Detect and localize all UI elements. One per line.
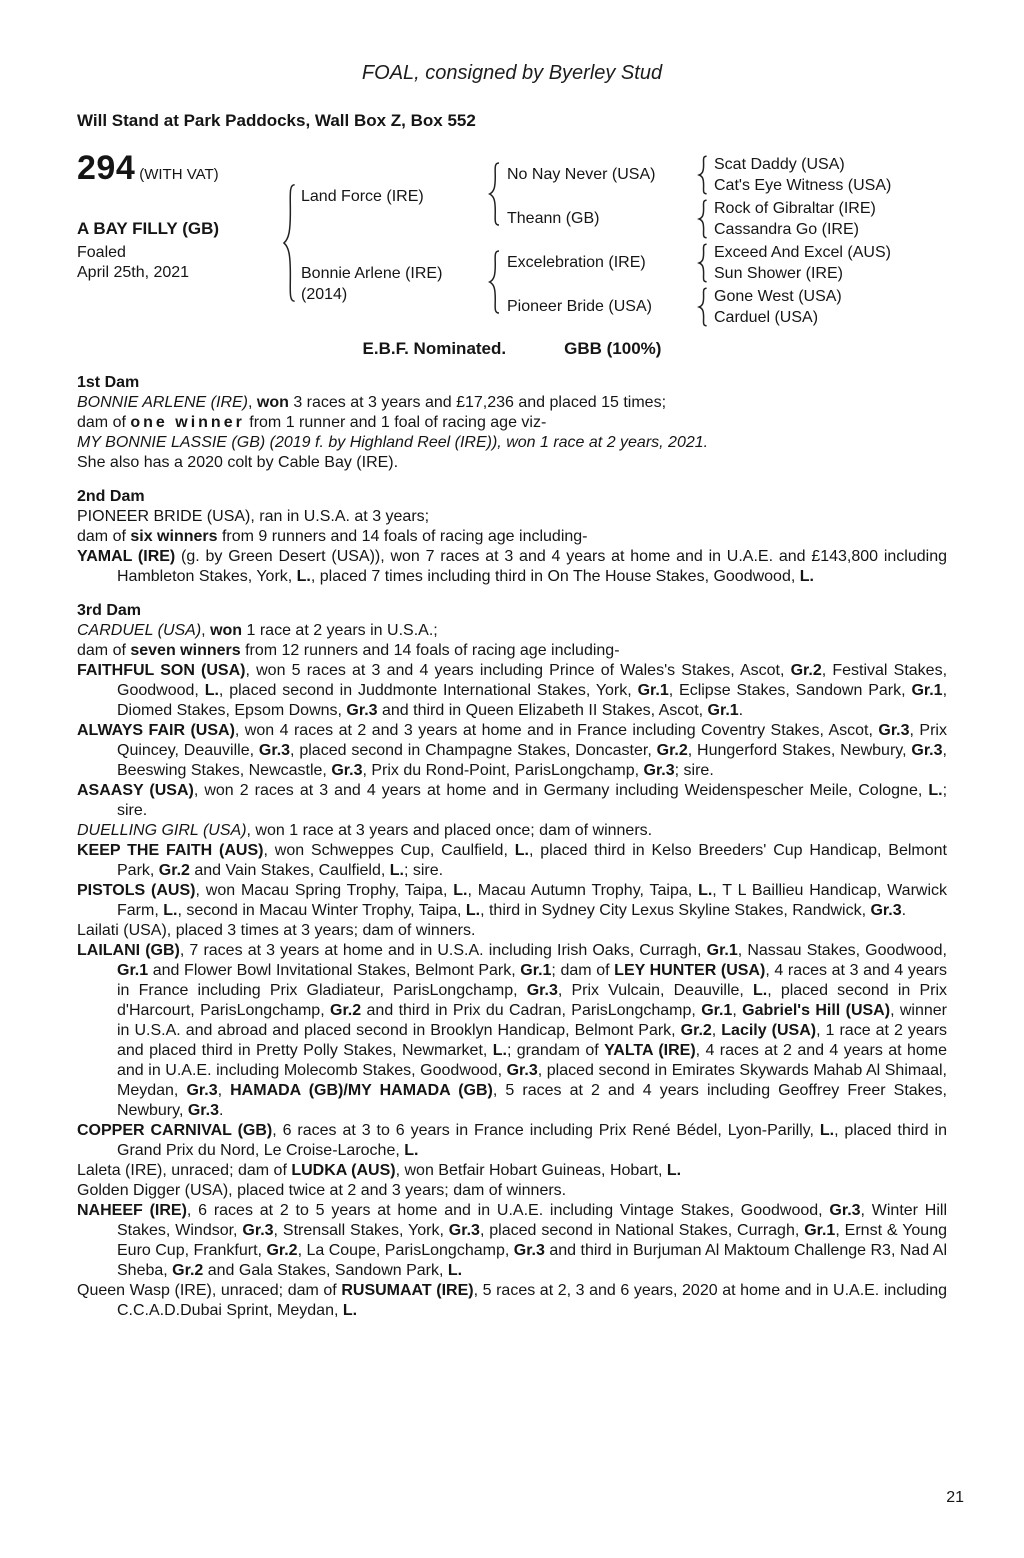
pedigree-paragraph: DUELLING GIRL (USA), won 1 race at 3 years and placed once; dam of winners. bbox=[77, 822, 653, 839]
pedigree-paragraph: CARDUEL (USA), won 1 race at 2 years in U.S.A.; bbox=[77, 622, 438, 639]
dam-dam-dam-name: Carduel (USA) bbox=[714, 309, 819, 326]
ebf-nominated-label: E.B.F. Nominated. bbox=[362, 339, 507, 358]
pedigree-tree bbox=[77, 149, 947, 331]
pedigree-paragraph: BONNIE ARLENE (IRE), won 3 races at 3 years and £17,236 and placed 15 times; bbox=[77, 394, 667, 411]
dam-sire-dam-name: Sun Shower (IRE) bbox=[714, 265, 843, 282]
pedigree-paragraph: ASAASY (USA), won 2 races at 3 and 4 years at home and in Germany including Weidenspescher Meile, Cologne, L.; sire. bbox=[77, 782, 948, 819]
pedigree-paragraph: dam of one winner from 1 runner and 1 foal of racing age viz- bbox=[77, 414, 547, 431]
pedigree-paragraph: ALWAYS FAIR (USA), won 4 races at 2 and 3 years at home and in France including Coventry Stakes, Ascot, Gr.3, Prix Quincey, Deauville, Gr.3, placed second in Champagne Stakes, Doncaster, Gr.2, Hungerford Stakes, Newbury, Gr.3, Beeswing Stakes, Newcastle, Gr.3, Prix du Rond-Point, ParisLongchamp, Gr.3; sire. bbox=[77, 722, 947, 779]
pedigree-paragraph: NAHEEF (IRE), 6 races at 2 to 5 years at home and in U.A.E. including Vintage Stakes, Goodwood, Gr.3, Winter Hill Stakes, Windsor, Gr.3, Strensall Stakes, York, Gr.3, placed second in National Stakes, Curragh, Gr.1, Ernst & Young Euro Cup, Frankfurt, Gr.2, La Coupe, ParisLongchamp, Gr.3 and third in Burjuman Al Maktoum Challenge R3, Nad Al Sheba, Gr.2 and Gala Stakes, Sandown Park, L. bbox=[77, 1202, 948, 1279]
pedigree-paragraph: She also has a 2020 colt by Cable Bay (IRE). bbox=[77, 454, 399, 471]
dam-heading: 2nd Dam bbox=[77, 488, 145, 505]
pedigree-paragraph: MY BONNIE LASSIE (GB) (2019 f. by Highland Reel (IRE)), won 1 race at 2 years, 2021. bbox=[77, 434, 709, 451]
pedigree-paragraph: Laleta (IRE), unraced; dam of LUDKA (AUS), won Betfair Hobart Guineas, Hobart, L. bbox=[77, 1162, 682, 1179]
pedigree-paragraph: COPPER CARNIVAL (GB), 6 races at 3 to 6 years in France including Prix René Bédel, Lyon-Parilly, L., placed third in Grand Prix du Nord, Le Croise-Laroche, L. bbox=[77, 1122, 947, 1159]
pedigree-brace-gen1 bbox=[281, 181, 298, 305]
gbb-label: GBB (100%) bbox=[564, 339, 662, 358]
dam-heading: 1st Dam bbox=[77, 374, 140, 391]
dam-dam-name: Pioneer Bride (USA) bbox=[507, 298, 652, 315]
pedigree-brace-gen3-b bbox=[697, 199, 709, 239]
dam-heading: 3rd Dam bbox=[77, 602, 142, 619]
stand-location: Will Stand at Park Paddocks, Wall Box Z, Box 552 bbox=[77, 111, 476, 130]
pedigree-brace-gen3-c bbox=[697, 243, 709, 283]
nomination-line bbox=[0, 339, 1024, 359]
pedigree-paragraph: dam of six winners from 9 runners and 14 foals of racing age including- bbox=[77, 528, 588, 545]
sire-dam-name: Theann (GB) bbox=[507, 210, 600, 227]
pedigree-paragraph: FAITHFUL SON (USA), won 5 races at 3 and 4 years including Prince of Wales's Stakes, Ascot, Gr.2, Festival Stakes, Goodwood, L., placed second in Juddmonte International Stakes, York, Gr.1, Eclipse Stakes, Sandown Park, Gr.1, Diomed Stakes, Epsom Downs, Gr.3 and third in Queen Elizabeth II Stakes, Ascot, Gr.1. bbox=[77, 662, 948, 719]
pedigree-paragraph: PISTOLS (AUS), won Macau Spring Trophy, Taipa, L., Macau Autumn Trophy, Taipa, L., T L Baillieu Handicap, Warwick Farm, L., second in Macau Winter Trophy, Taipa, L., third in Sydney City Lexus Skyline Stakes, Randwick, Gr.3. bbox=[77, 882, 948, 919]
vat-note: (WITH VAT) bbox=[139, 166, 219, 183]
page-number: 21 bbox=[946, 1489, 964, 1506]
pedigree-paragraph: KEEP THE FAITH (AUS), won Schweppes Cup, Caulfield, L., placed third in Kelso Breeders' Cup Handicap, Belmont Park, Gr.2 and Vain Stakes, Caulfield, L.; sire. bbox=[77, 842, 947, 879]
dam-year: (2014) bbox=[301, 286, 348, 303]
dam-name: Bonnie Arlene (IRE) bbox=[301, 265, 443, 282]
lot-number: 294 bbox=[77, 149, 136, 187]
sire-sire-dam-name: Cat's Eye Witness (USA) bbox=[714, 177, 892, 194]
pedigree-brace-gen3-a bbox=[697, 155, 709, 195]
dam-sire-name: Excelebration (IRE) bbox=[507, 254, 646, 271]
pedigree-paragraph: dam of seven winners from 12 runners and 14 foals of racing age including- bbox=[77, 642, 620, 659]
pedigree-paragraph: Queen Wasp (IRE), unraced; dam of RUSUMAAT (IRE), 5 races at 2, 3 and 6 years, 2020 at home and in U.A.E. including C.C.A.D.Dubai Sprint, Meydan, L. bbox=[77, 1282, 947, 1319]
pedigree-brace-gen3-d bbox=[697, 287, 709, 327]
sire-name: Land Force (IRE) bbox=[301, 188, 424, 205]
pedigree-paragraph: LAILANI (GB), 7 races at 3 years at home and in U.S.A. including Irish Oaks, Curragh, Gr.1, Nassau Stakes, Goodwood, Gr.1 and Flower Bowl Invitational Stakes, Belmont Park, Gr.1; dam of LEY HUNTER (USA), 4 races at 3 and 4 years in France including Prix Gladiateur, ParisLongchamp, Gr.3, Prix Vulcain, Deauville, L., placed second in Prix d'Harcourt, ParisLongchamp, Gr.2 and third in Prix du Cadran, ParisLongchamp, Gr.1, Gabriel's Hill (USA), winner in U.S.A. and abroad and placed second in Brooklyn Handicap, Belmont Park, Gr.2, Lacily (USA), 1 race at 2 years and placed third in Pretty Polly Stakes, Newmarket, L.; grandam of YALTA (IRE), 4 races at 2 and 4 years at home and in U.A.E. including Molecomb Stakes, Goodwood, Gr.3, placed second in Emirates Skywards Mahab Al Shimaal, Meydan, Gr.3, HAMADA (GB)/MY HAMADA (GB), 5 races at 2 and 4 years including Geoffrey Freer Stakes, Newbury, Gr.3. bbox=[77, 942, 948, 1119]
subject-name: A BAY FILLY (GB) bbox=[77, 219, 220, 238]
sire-sire-sire-name: Scat Daddy (USA) bbox=[714, 156, 845, 173]
sire-dam-sire-name: Rock of Gibraltar (IRE) bbox=[714, 200, 876, 217]
foaled-date: April 25th, 2021 bbox=[77, 264, 190, 281]
pedigree-paragraph: YAMAL (IRE) (g. by Green Desert (USA)), won 7 races at 3 and 4 years at home and in U.A.E. and £143,800 including Hambleton Stakes, York, L., placed 7 times including third in On The House Stakes, Goodwood, L. bbox=[77, 548, 947, 585]
sire-dam-dam-name: Cassandra Go (IRE) bbox=[714, 221, 859, 238]
pedigree-brace-dam bbox=[487, 249, 502, 315]
page-title: FOAL, consigned by Byerley Stud bbox=[361, 62, 663, 84]
lot-number-block bbox=[77, 149, 219, 187]
pedigree-paragraph: PIONEER BRIDE (USA), ran in U.S.A. at 3 years; bbox=[77, 508, 430, 525]
pedigree-paragraph: Golden Digger (USA), placed twice at 2 and 3 years; dam of winners. bbox=[77, 1182, 567, 1199]
pedigree-paragraph: Lailati (USA), placed 3 times at 3 years; dam of winners. bbox=[77, 922, 476, 939]
sire-sire-name: No Nay Never (USA) bbox=[507, 166, 656, 183]
dam-sections bbox=[77, 373, 947, 1321]
dam-sire-sire-name: Exceed And Excel (AUS) bbox=[714, 244, 891, 261]
pedigree-brace-sire bbox=[487, 161, 502, 227]
dam-dam-sire-name: Gone West (USA) bbox=[714, 288, 842, 305]
foaled-label: Foaled bbox=[77, 244, 126, 261]
